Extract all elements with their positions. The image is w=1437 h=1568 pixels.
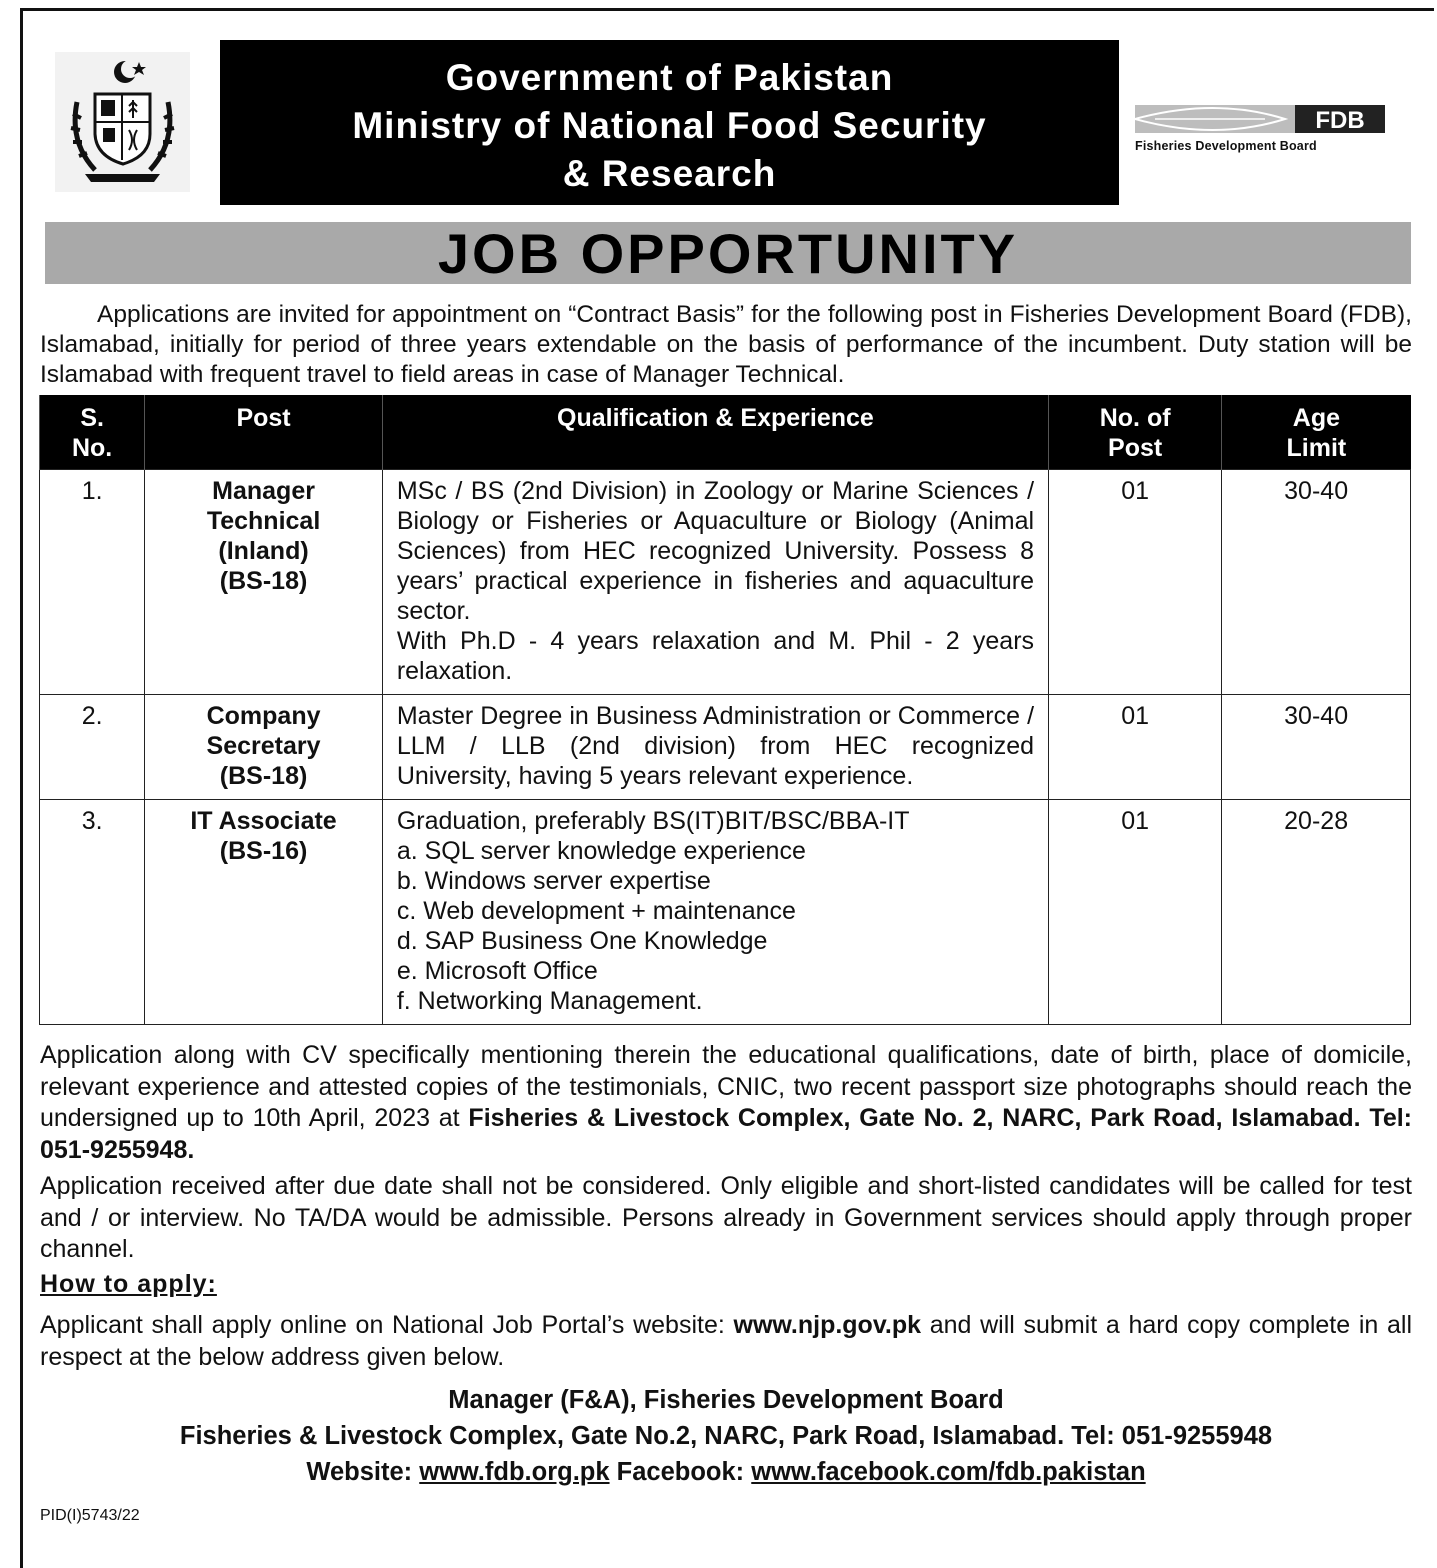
pakistan-state-emblem-icon bbox=[55, 52, 190, 192]
cell-sno: 3. bbox=[40, 800, 145, 1025]
conditions-paragraph: Application received after due date shall not be considered. Only eligible and short-listed candidates will be called for test and / or interview. No TA/DA would be admissible. Persons already in Government services should apply through proper channel. bbox=[40, 1172, 1412, 1263]
table-header-row bbox=[40, 395, 1411, 470]
list-item: d. SAP Business One Knowledge bbox=[396, 927, 768, 955]
jobs-table bbox=[39, 395, 1411, 1025]
fdb-logo-mark: FDB bbox=[1315, 107, 1365, 134]
intro-paragraph: Applications are invited for appointment on “Contract Basis” for the following post in Fisheries Development Board (FDB), Islamabad, initially for period of three years extendable on the basis of performance of the incumbent. Duty station will be Islamabad with frequent travel to field areas in case of Manager Technical. bbox=[40, 301, 1412, 388]
header-line-1: Government of Pakistan bbox=[445, 57, 894, 98]
cell-age-limit: 30-40 bbox=[1222, 470, 1411, 695]
cell-post: Company Secretary (BS-18) bbox=[145, 695, 383, 800]
header-post: Post bbox=[145, 395, 383, 470]
header-age-limit: Age Limit bbox=[1222, 395, 1411, 470]
header-line-3: & Research bbox=[562, 153, 777, 194]
list-item: b. Windows server expertise bbox=[396, 867, 711, 895]
list-item: c. Web development + maintenance bbox=[396, 897, 796, 925]
how-to-apply-paragraph: Applicant shall apply online on National Job Portal’s website: www.njp.gov.pk and will submit a hard copy complete in all respect at the below address given below. bbox=[40, 1311, 1412, 1371]
address-line-2: Fisheries & Livestock Complex, Gate No.2, NARC, Park Road, Islamabad. Tel: 051-9255948 bbox=[179, 1422, 1273, 1450]
fdb-fish-mark-icon bbox=[1135, 103, 1393, 139]
cell-age-limit: 30-40 bbox=[1222, 695, 1411, 800]
address-line-1: Manager (F&A), Fisheries Development Board bbox=[448, 1386, 1004, 1414]
header-qualification: Qualification & Experience bbox=[382, 395, 1048, 470]
header-line-2: Ministry of National Food Security bbox=[352, 105, 987, 146]
cell-no-of-post: 01 bbox=[1049, 470, 1222, 695]
fdb-logo bbox=[1135, 103, 1393, 159]
header-sno: S. No. bbox=[40, 395, 145, 470]
ministry-header bbox=[220, 40, 1119, 205]
table-row bbox=[40, 695, 1411, 800]
cell-no-of-post: 01 bbox=[1049, 800, 1222, 1025]
cell-qualification: MSc / BS (2nd Division) in Zoology or Marine Sciences / Biology or Fisheries or Aquaculture or Biology (Animal Sciences) from HEC recognized University. Possess 8 years’ practical experience in fisheries and aquaculture sector. With Ph.D - 4 years relaxation and M. Phil - 2 years relaxation. bbox=[382, 470, 1048, 695]
submission-address: Fisheries & Livestock Complex, Gate No. 2, NARC, Park Road, Islamabad. Tel: 051-9255948. bbox=[40, 1104, 1412, 1164]
list-item: a. SQL server knowledge experience bbox=[396, 837, 806, 865]
page-title: JOB OPPORTUNITY bbox=[437, 222, 1019, 285]
njp-website-link[interactable]: www.njp.gov.pk bbox=[733, 1311, 921, 1339]
contact-address bbox=[40, 1382, 1412, 1490]
cell-no-of-post: 01 bbox=[1049, 695, 1222, 800]
list-item: Graduation, preferably BS(IT)BIT/BSC/BBA-IT bbox=[396, 807, 910, 835]
table-row bbox=[40, 470, 1411, 695]
header-no-of-post: No. of Post bbox=[1049, 395, 1222, 470]
table-row bbox=[40, 800, 1411, 1025]
list-item: f. Networking Management. bbox=[396, 987, 703, 1015]
application-paragraph: Application along with CV specifically mentioning therein the educational qualifications, date of birth, place of domicile, relevant experience and attested copies of the testimonials, CNIC, two recent passport size photographs should reach the undersigned up to 10th April, 2023 at Fisheries & Livestock Complex, Gate No. 2, NARC, Park Road, Islamabad. Tel: 051-9255948. bbox=[40, 1041, 1412, 1164]
facebook-link[interactable]: www.facebook.com/fdb.pakistan bbox=[751, 1458, 1146, 1486]
cell-post: Manager Technical (Inland) (BS-18) bbox=[145, 470, 383, 695]
how-to-apply-heading: How to apply: bbox=[40, 1270, 217, 1298]
cell-qualification bbox=[382, 800, 1048, 1025]
fdb-logo-board-name: Fisheries Development Board bbox=[1135, 139, 1317, 153]
cell-qualification: Master Degree in Business Administration or Commerce / LLM / LLB (2nd division) from HEC recognized University, having 5 years relevant experience. bbox=[382, 695, 1048, 800]
fdb-website-link[interactable]: www.fdb.org.pk bbox=[419, 1458, 610, 1486]
address-line-3: Website: www.fdb.org.pk Facebook: www.facebook.com/fdb.pakistan bbox=[306, 1458, 1146, 1486]
cell-post: IT Associate (BS-16) bbox=[145, 800, 383, 1025]
cell-sno: 1. bbox=[40, 470, 145, 695]
cell-sno: 2. bbox=[40, 695, 145, 800]
list-item: e. Microsoft Office bbox=[396, 957, 598, 985]
cell-age-limit: 20-28 bbox=[1222, 800, 1411, 1025]
job-opportunity-banner bbox=[45, 222, 1411, 284]
pid-number: PID(I)5743/22 bbox=[40, 1507, 140, 1524]
